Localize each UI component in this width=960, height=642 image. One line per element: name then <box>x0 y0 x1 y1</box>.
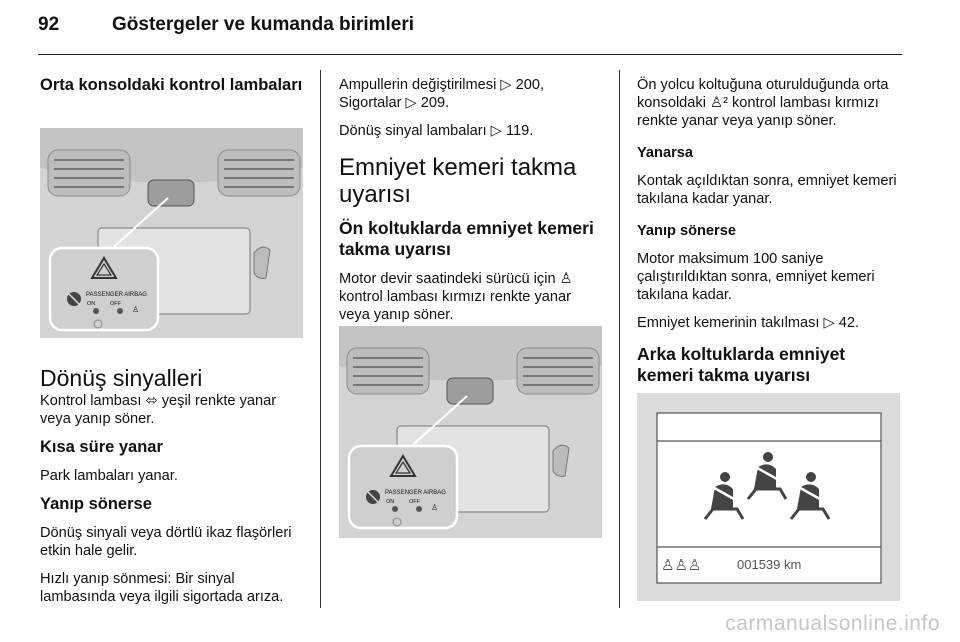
odometer-readout: 001539 km <box>737 557 802 572</box>
short-flash-text: Park lambaları yanar. <box>40 468 178 484</box>
seatbelt-fastening-reference: Emniyet kemerinin takılması ▷ 42. <box>637 315 860 331</box>
short-flash-heading: Kısa süre yanar <box>40 438 163 456</box>
column-divider-2 <box>619 70 620 608</box>
seatbelt-lamp-icon: ♙ <box>431 503 439 512</box>
blink-text: Dönüş sinyali veya dörtlü ikaz flaşörleri etkin hale gelir. <box>40 525 292 559</box>
watermark: carmanualsonline.info <box>725 612 940 635</box>
section-heading-console-lamps: Orta konsoldaki kontrol lambaları <box>40 76 303 94</box>
small-belt-icons <box>661 556 701 574</box>
page-number: 92 <box>38 14 60 35</box>
on-text: Kontak açıldıktan sonra, emniyet kemeri takılana kadar yanar. <box>637 173 897 207</box>
fast-blink-text: Hızlı yanıp sönmesi: Bir sinyal lambasında veya ilgili sigortada arıza. <box>40 571 284 605</box>
blink-heading: Yanıp sönerse <box>40 495 152 513</box>
turn-lamp-reference: Dönüş sinyal lambaları ▷ 119. <box>339 123 534 139</box>
turn-signals-text: Kontrol lambası ⬄ yeşil renkte yanar veya yanıp söner. <box>40 393 277 427</box>
console-illustration-2 <box>339 326 602 538</box>
column-divider-1 <box>320 70 321 608</box>
rear-belt-display-illustration <box>637 393 900 601</box>
column-3 <box>637 76 903 396</box>
seatbelt-reminder-heading: Emniyet kemeri takma uyarısı <box>339 154 577 208</box>
seatbelt-lamp-icon: ♙ <box>132 305 140 314</box>
passenger-lamp-text: Ön yolcu koltuğuna oturulduğunda orta konsoldaki ♙² kontrol lambası kırmızı renkte yanar veya yanıp söner. <box>637 77 889 129</box>
rear-seatbelt-heading: Arka koltuklarda emniyet kemeri takma uyarısı <box>637 344 846 385</box>
front-seatbelt-heading: Ön koltuklarda emniyet kemeri takma uyarısı <box>339 218 594 259</box>
column-2 <box>339 76 605 334</box>
svg-text:♙♙♙: ♙♙♙ <box>661 556 702 574</box>
turn-signals-section <box>40 365 308 616</box>
passenger-airbag-label: PASSENGER AIRBAG <box>385 490 446 496</box>
airbag-off-label: OFF <box>110 301 121 307</box>
blink-heading: Yanıp sönerse <box>637 223 736 239</box>
passenger-airbag-label: PASSENGER AIRBAG <box>86 292 147 298</box>
on-heading: Yanarsa <box>637 145 693 161</box>
page-header <box>38 14 414 36</box>
turn-signals-heading: Dönüş sinyalleri <box>40 365 203 391</box>
airbag-on-label: ON <box>386 499 395 505</box>
column-1 <box>40 76 310 105</box>
chapter-title: Göstergeler ve kumanda birimleri <box>112 14 415 35</box>
header-rule <box>38 54 902 55</box>
front-seatbelt-text: Motor devir saatindeki sürücü için ♙ kontrol lambası kırmızı renkte yanar veya yanıp söner. <box>339 271 573 323</box>
airbag-on-label: ON <box>87 301 96 307</box>
airbag-off-label: OFF <box>409 499 420 505</box>
console-illustration-1 <box>40 128 303 338</box>
bulb-fuse-reference: Ampullerin değiştirilmesi ▷ 200, Sigortalar ▷ 209. <box>339 77 545 111</box>
blink-text: Motor maksimum 100 saniye çalıştırıldıktan sonra, emniyet kemeri takılana kadar. <box>637 251 875 303</box>
